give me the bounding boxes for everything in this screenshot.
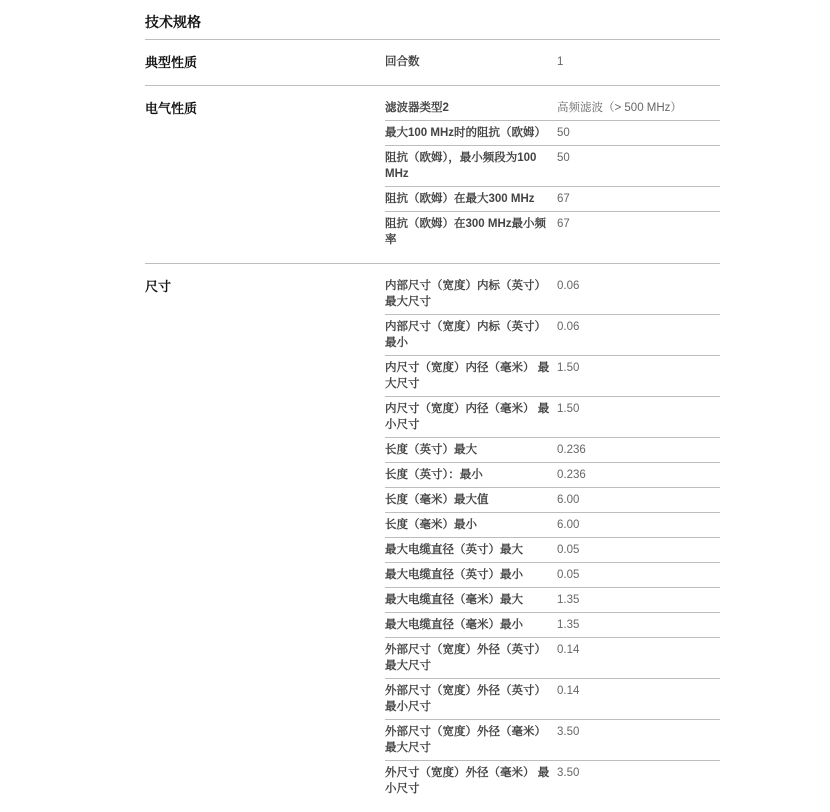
spec-value: 0.236 [557,444,586,456]
section-label: 尺寸 [145,279,172,294]
spec-section [145,85,720,263]
section-label: 典型性质 [145,55,198,70]
spec-value: 0.05 [557,544,580,556]
spec-row [385,563,720,588]
spec-row [385,638,720,679]
spec-row [385,146,720,187]
spec-value: 3.50 [557,726,580,738]
spec-label: 最大100 MHz时的阻抗（欧姆） [385,127,547,139]
spec-label: 滤波器类型2 [385,102,449,114]
spec-label: 长度（英寸）最大 [385,444,477,456]
spec-row [385,538,720,563]
spec-label: 阻抗（欧姆）在最大300 MHz [385,193,535,205]
spec-value: 0.05 [557,569,580,581]
specs-title: 技术规格 [145,14,201,30]
spec-row [385,488,720,513]
spec-label: 内尺寸（宽度）内径（毫米） 最小尺寸 [385,403,550,431]
spec-row [385,356,720,397]
spec-row [385,463,720,488]
spec-label: 内尺寸（宽度）内径（毫米） 最大尺寸 [385,362,550,390]
spec-label: 最大电缆直径（英寸）最大 [385,544,523,556]
spec-row [385,438,720,463]
spec-row [385,397,720,438]
spec-label: 阻抗（欧姆），最小频段为100 MHz [385,152,537,180]
spec-value: 6.00 [557,494,580,506]
spec-value: 1 [557,56,564,68]
spec-value: 0.06 [557,280,580,292]
spec-value: 1.35 [557,594,580,606]
spec-label: 最大电缆直径（毫米）最小 [385,619,523,631]
spec-row [385,121,720,146]
spec-row [385,588,720,613]
spec-row [385,761,720,801]
spec-row [385,96,720,121]
spec-label: 最大电缆直径（英寸）最小 [385,569,523,581]
spec-value: 0.06 [557,321,580,333]
spec-value: 0.14 [557,685,580,697]
spec-row [385,613,720,638]
section-label: 电气性质 [145,101,198,116]
spec-value: 50 [557,127,570,139]
spec-row [385,274,720,315]
spec-value: 1.50 [557,403,580,415]
spec-row [385,50,720,74]
spec-section [145,263,720,812]
spec-label: 长度（毫米）最小 [385,519,477,531]
spec-value: 50 [557,152,570,164]
spec-label: 最大电缆直径（毫米）最大 [385,594,523,606]
spec-row [385,187,720,212]
spec-label: 回合数 [385,56,420,68]
spec-value: 0.14 [557,644,580,656]
spec-rows [385,96,720,252]
spec-row [385,212,720,252]
spec-value: 6.00 [557,519,580,531]
spec-label: 长度（毫米）最大值 [385,494,489,506]
spec-value: 67 [557,193,570,205]
spec-label: 外部尺寸（宽度）外径（毫米）最大尺寸 [385,726,546,754]
spec-row [385,513,720,538]
specs-panel [145,12,720,812]
spec-value: 67 [557,218,570,230]
spec-value: 1.35 [557,619,580,631]
spec-value: 0.236 [557,469,586,481]
spec-row [385,720,720,761]
spec-value: 高频滤波（> 500 MHz） [557,102,682,114]
spec-label: 外部尺寸（宽度）外径（英寸）最小尺寸 [385,685,546,713]
spec-label: 内部尺寸（宽度）内标（英寸）最小 [385,321,546,349]
spec-label: 外尺寸（宽度）外径（毫米） 最小尺寸 [385,767,550,795]
spec-row [385,679,720,720]
spec-section [145,39,720,85]
spec-rows [385,50,720,74]
spec-label: 内部尺寸（宽度）内标（英寸）最大尺寸 [385,280,546,308]
spec-value: 3.50 [557,767,580,779]
spec-row [385,315,720,356]
spec-label: 阻抗（欧姆）在300 MHz最小频率 [385,218,547,246]
spec-value: 1.50 [557,362,580,374]
spec-label: 长度（英寸）：最小 [385,469,483,481]
spec-label: 外部尺寸（宽度）外径（英寸）最大尺寸 [385,644,546,672]
spec-rows [385,274,720,801]
